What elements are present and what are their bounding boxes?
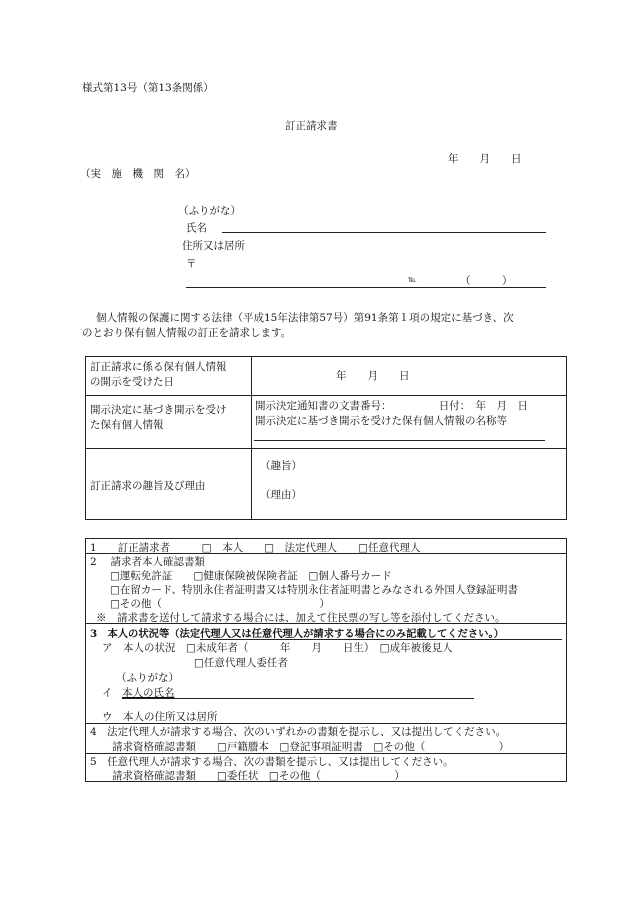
table1-divider	[251, 356, 252, 520]
purpose-label: （趣旨）	[260, 460, 302, 472]
date-line: 年 月 日	[448, 153, 522, 165]
id-doc-options-3[interactable]: □その他（ ）	[110, 598, 330, 610]
document-title: 訂正請求書	[285, 120, 338, 132]
disclosed-info-value[interactable]: 開示決定通知書の文書番号： 日付： 年 月 日 開示決定に基づき開示を受けた保有個人情報の名称等	[255, 400, 528, 427]
address-underline	[186, 287, 546, 288]
intro-line-2: のとおり保有個人情報の訂正を請求します。	[82, 327, 292, 339]
intro-line-1: 個人情報の保護に関する法律（平成15年法律第57号）第91条第１項の規定に基づき、次	[96, 312, 514, 324]
section-5-documents[interactable]: 請求資格確認書類 □委任状 □その他（ ）	[112, 770, 405, 782]
section-3-address[interactable]: ウ 本人の住所又は居所	[102, 711, 218, 723]
table1-row-divider	[85, 395, 567, 396]
agency-name: （実 施 機 関 名）	[80, 168, 196, 180]
requester-furigana: （ふりがな）	[178, 205, 241, 217]
name-underline	[222, 232, 546, 233]
id-doc-options-2[interactable]: □在留カード、特別永住者証明書又は特別永住者証明書とみなされる外国人登録証明書	[110, 584, 518, 596]
purpose-reason-label: 訂正請求の趣旨及び理由	[90, 480, 206, 492]
section-4-documents[interactable]: 請求資格確認書類 □戸籍謄本 □登記事項証明書 □その他（ ）	[112, 741, 510, 753]
requester-address-label: 住所又は居所	[182, 240, 245, 252]
section-3-status-2[interactable]: □任意代理人委任者	[194, 657, 288, 669]
postal-mark: 〒	[186, 258, 197, 270]
requester-name-label: 氏名	[186, 222, 207, 234]
section-4-title: 4 法定代理人が請求する場合、次のいずれかの書類を提示し、又は提出してください。	[90, 726, 507, 738]
table1-row-divider	[85, 448, 567, 449]
section-5-title: 5 任意代理人が請求する場合、次の書類を提示し、又は提出してください。	[90, 756, 454, 768]
disclosure-date-label: 訂正請求に係る保有個人情報 の開示を受けた日	[90, 361, 227, 388]
section-3-name-prefix: イ	[102, 687, 113, 699]
tel-label: ℡	[408, 275, 417, 284]
id-doc-note: ※ 請求書を送付して請求する場合には、加えて住民票の写し等を添付してください。	[96, 612, 506, 624]
disclosed-info-underline	[254, 440, 545, 441]
form-number: 様式第13号（第13条関係）	[82, 82, 214, 94]
section-3-furigana: （ふりがな）	[116, 672, 179, 684]
section-1-requester-type[interactable]: 1 訂正請求者 □ 本人 □ 法定代理人 □任意代理人	[90, 542, 421, 554]
tel-parens: （ ）	[460, 275, 513, 287]
reason-label: （理由）	[260, 489, 302, 501]
disclosed-info-label: 開示決定に基づき開示を受け た保有個人情報	[90, 404, 227, 431]
section-3-name[interactable]: 本人の氏名	[122, 687, 175, 699]
id-doc-options-1[interactable]: □運転免許証 □健康保険被保険者証 □個人番号カード	[110, 570, 392, 582]
section-3-status[interactable]: ア 本人の状況 □未成年者（ 年 月 日生） □成年被後見人	[102, 642, 453, 654]
section-3-name-underline	[122, 698, 474, 699]
disclosure-date-value[interactable]: 年 月 日	[336, 370, 410, 382]
section-3-title: 3 本人の状況等（法定代理人又は任意代理人が請求する場合にのみ記載してください。）	[90, 628, 504, 640]
section-2-id-documents: 2 請求者本人確認書類 □運転免許証 □健康保険被保険者証 □個人番号カード □在留カード、特別永住者証明書又は特別永住者証明書とみなされる外国人登録証明書 □その他（ ） ※ 請求書を送付して請求する場合には、加えて住民票の写し等を添付してください。	[90, 556, 518, 624]
